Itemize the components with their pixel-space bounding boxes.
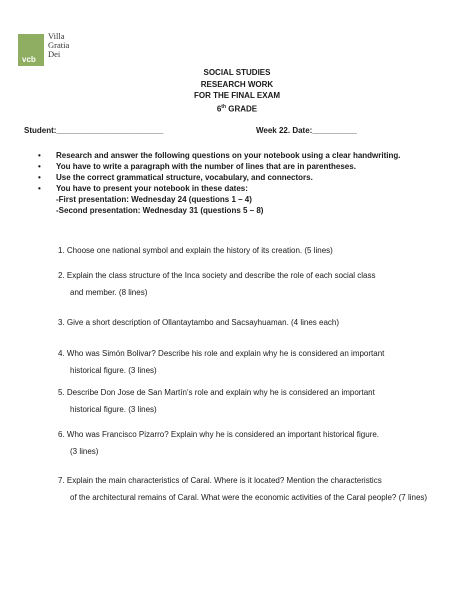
question-5 [58, 384, 450, 418]
bullet-icon: • [38, 184, 41, 193]
bullet-icon: • [38, 151, 41, 160]
question-2 [58, 267, 450, 301]
logo-mark-text: vcb [22, 55, 36, 64]
instruction-item: • Research and answer the following questions on your notebook using a clear handwriting. [38, 151, 401, 160]
question-text: 5. Describe Don Jose de San Martín's role and explain why he is considered an important [58, 388, 375, 397]
question-text-continued: and member. (8 lines) [70, 288, 148, 297]
heading-purpose: FOR THE FINAL EXAM [193, 91, 281, 100]
instruction-item: • You have to write a paragraph with the number of lines that are in parentheses. [38, 162, 356, 171]
grade-word: GRADE [226, 104, 258, 114]
presentation-date: -Second presentation: Wednesday 31 (questions 5 – 8) [56, 206, 264, 215]
student-field: Student:________________________ [24, 126, 164, 135]
grade-number: 6 [216, 104, 222, 114]
question-text: 7. Explain the main characteristics of Caral. Where is it located? Mention the characteristics [58, 476, 382, 485]
question-text: 4. Who was Simón Bolivar? Describe his role and explain why he is considered an important [58, 349, 385, 358]
question-text: 2. Explain the class structure of the Inca society and describe the role of each social class [58, 271, 376, 280]
question-6 [58, 426, 450, 460]
document-heading [0, 67, 474, 115]
question-7 [58, 472, 450, 506]
bullet-icon: • [38, 162, 41, 171]
grade-superscript: th [221, 103, 227, 110]
logo-mark [18, 34, 44, 66]
bullet-icon: • [38, 173, 41, 182]
question-text-continued: historical figure. (3 lines) [70, 405, 157, 414]
question-text-continued: of the architectural remains of Caral. What were the economic activities of the Caral people? (7 lines) [70, 493, 428, 502]
question-text: 3. Give a short description of Ollantaytambo and Sacsayhuaman. (4 lines each) [58, 318, 340, 327]
question-text: 6. Who was Francisco Pizarro? Explain why he is considered an important historical figure. [58, 430, 380, 439]
week-date-field: Week 22. Date:__________ [256, 126, 357, 135]
logo-text-line-2: Gratia [48, 40, 70, 50]
question-1 [58, 242, 450, 259]
instructions-list [38, 150, 448, 216]
heading-subject: SOCIAL STUDIES [203, 68, 271, 77]
presentation-date: -First presentation: Wednesday 24 (questions 1 – 4) [56, 195, 252, 204]
question-text-continued: (3 lines) [70, 447, 99, 456]
question-text-continued: historical figure. (3 lines) [70, 366, 157, 375]
logo-text-line-1: Villa [48, 31, 65, 41]
logo-text-line-3: Dei [48, 49, 61, 59]
school-logo [18, 24, 88, 66]
instruction-item: • Use the correct grammatical structure, vocabulary, and connectors. [38, 173, 313, 182]
heading-grade [0, 102, 474, 115]
question-3 [58, 314, 450, 331]
heading-title: RESEARCH WORK [200, 79, 274, 89]
question-text: 1. Choose one national symbol and explain the history of its creation. (5 lines) [58, 246, 333, 255]
question-4 [58, 345, 450, 379]
instruction-item: • You have to present your notebook in these dates: [38, 184, 248, 193]
